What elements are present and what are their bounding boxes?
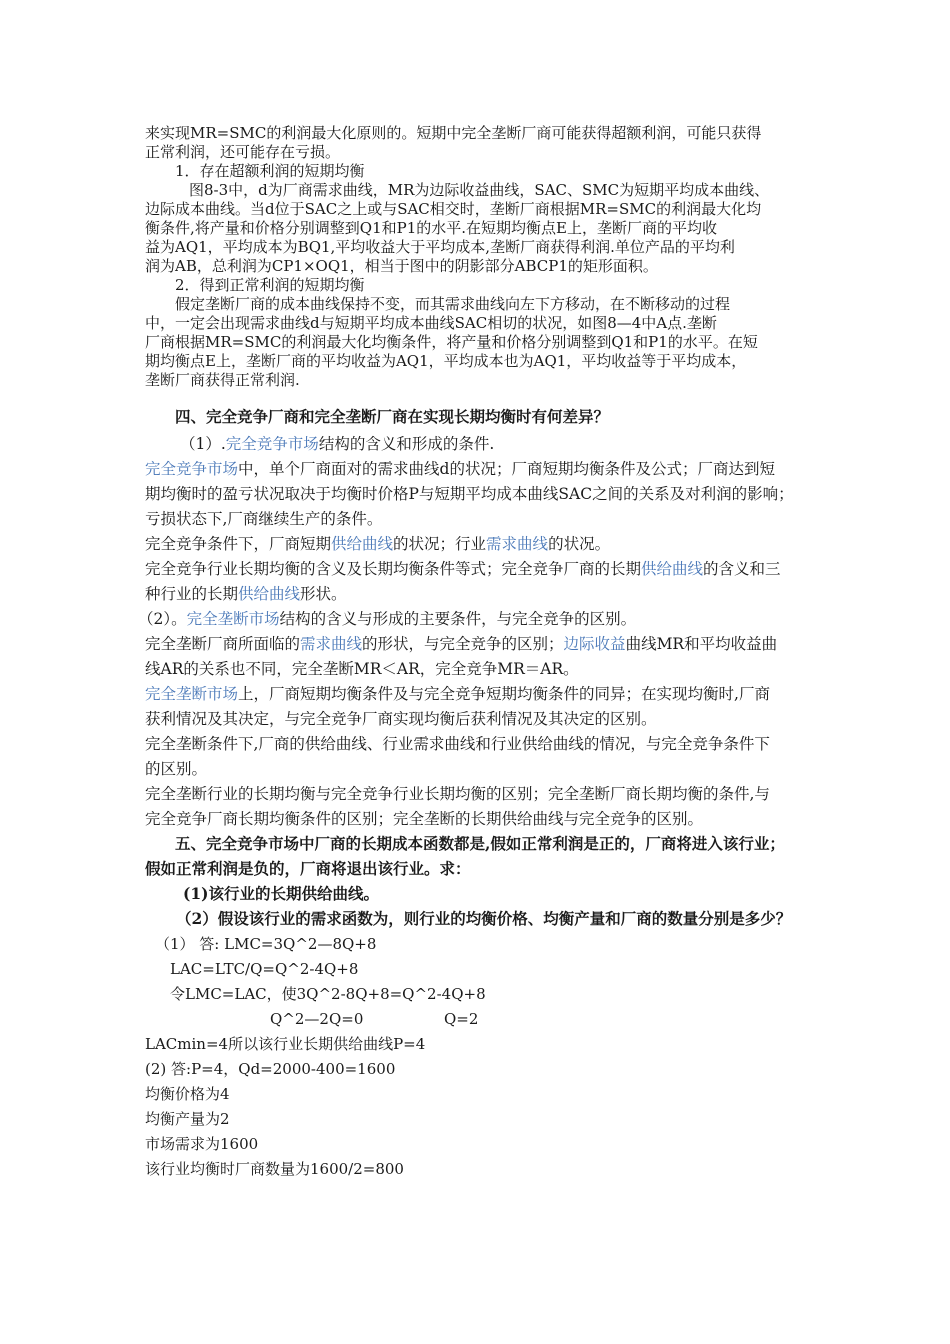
paragraph-line: 正常利润，还可能存在亏损。	[145, 143, 341, 161]
answer-line: Q^2—2Q=0	[270, 1010, 364, 1028]
q4-text: （1）.	[180, 435, 226, 453]
q4-text: 种行业的长期	[145, 585, 239, 603]
q4-line-13: 完全垄断条件下,厂商的供给曲线、行业需求曲线和行业供给曲线的情况，与完全竞争条件下	[145, 735, 770, 753]
q4-text: （2）。	[138, 610, 187, 628]
q4-text: 曲线MR和平均收益曲	[625, 635, 778, 653]
q4-line-8	[138, 610, 636, 628]
q4-line-6	[145, 560, 781, 578]
subheading-line: 1．存在超额利润的短期均衡	[175, 162, 365, 180]
paragraph-line: 假定垄断厂商的成本曲线保持不变，而其需求曲线向左下方移动，在不断移动的过程	[175, 295, 731, 313]
question-5-sub-1: (1)该行业的长期供给曲线。	[183, 884, 379, 903]
q4-text: 的含义和三	[703, 560, 781, 578]
q4-text: 形状。	[300, 585, 347, 603]
q4-line-1	[180, 435, 494, 453]
q4-text: 结构的含义与形成的主要条件，与完全竞争的区别。	[279, 610, 637, 628]
subheading-line: 2．得到正常利润的短期均衡	[175, 276, 365, 294]
q4-text: 的形状，与完全竞争的区别；	[362, 635, 564, 653]
link-perfect-monopoly-market[interactable]: 完全垄断市场	[186, 610, 280, 628]
paragraph-line: 来实现MR=SMC的利润最大化原则的。短期中完全垄断厂商可能获得超额利润，可能只获得	[145, 124, 762, 142]
q4-text: 的状况。	[548, 535, 611, 553]
q4-line-15: 完全垄断行业的长期均衡与完全竞争行业长期均衡的区别；完全垄断厂商长期均衡的条件,与	[145, 785, 770, 803]
link-perfect-competition-market[interactable]: 完全竞争市场	[145, 460, 239, 478]
answer-line: LAC=LTC/Q=Q^2-4Q+8	[170, 960, 359, 978]
q4-line-2	[145, 460, 775, 478]
answer-line: （1） 答: LMC=3Q^2—8Q+8	[155, 935, 377, 953]
paragraph-line: 图8-3中，d为厂商需求曲线，MR为边际收益曲线，SAC、SMC为短期平均成本曲线、	[189, 181, 770, 199]
question-5-heading-1: 五、完全竞争市场中厂商的长期成本函数都是,假如正常利润是正的，厂商将进入该行业；	[175, 834, 785, 853]
paragraph-line: 边际成本曲线。当d位于SAC之上或与SAC相交时，垄断厂商根据MR=SMC的利润最大化均	[145, 200, 762, 218]
q4-text: 完全竞争条件下，厂商短期	[145, 535, 332, 553]
q4-line-16: 完全竞争厂商长期均衡条件的区别；完全垄断的长期供给曲线与完全竞争的区别。	[145, 810, 704, 828]
answer-line: 均衡产量为2	[145, 1110, 230, 1128]
link-marginal-revenue[interactable]: 边际收益	[563, 635, 626, 653]
paragraph-line: 中，一定会出现需求曲线d与短期平均成本曲线SAC相切的状况，如图8—4中A点.垄断	[145, 314, 717, 332]
paragraph-line: 衡条件,将产量和价格分别调整到Q1和P1的水平.在短期均衡点E上，垄断厂商的平均收	[145, 219, 717, 237]
link-demand-curve[interactable]: 需求曲线	[300, 635, 363, 653]
q4-text: 的状况；行业	[393, 535, 487, 553]
q4-line-3: 期均衡时的盈亏状况取决于均衡时价格P与短期平均成本曲线SAC之间的关系及对利润的影响；	[145, 485, 794, 503]
q4-line-12: 获利情况及其决定，与完全竞争厂商实现均衡后获利情况及其决定的区别。	[145, 710, 657, 728]
q4-text: 上，厂商短期均衡条件及与完全竞争短期均衡条件的同异；在实现均衡时,厂商	[238, 685, 770, 703]
q4-line-11	[145, 685, 770, 703]
question-5-sub-2: （2）假设该行业的需求函数为，则行业的均衡价格、均衡产量和厂商的数量分别是多少？	[176, 909, 792, 928]
paragraph-line: 期均衡点E上，垄断厂商的平均收益为AQ1，平均成本也为AQ1，平均收益等于平均成本，	[145, 352, 747, 370]
q4-line-4: 亏损状态下,厂商继续生产的条件。	[145, 510, 383, 528]
link-supply-curve[interactable]: 供给曲线	[641, 560, 704, 578]
question-5-heading-2: 假如正常利润是负的，厂商将退出该行业。求：	[145, 859, 471, 878]
paragraph-line: 益为AQ1，平均成本为BQ1,平均收益大于平均成本,垄断厂商获得利润.单位产品的平均利	[145, 238, 735, 256]
paragraph-line: 厂商根据MR=SMC的利润最大化均衡条件，将产量和价格分别调整到Q1和P1的水平。在短	[145, 333, 758, 351]
answer-line: LACmin=4所以该行业长期供给曲线P=4	[145, 1035, 426, 1053]
link-perfect-competition-market[interactable]: 完全竞争市场	[225, 435, 319, 453]
answer-line: 令LMC=LAC，使3Q^2-8Q+8=Q^2-4Q+8	[170, 985, 486, 1003]
q4-line-5	[145, 535, 610, 553]
paragraph-line: 垄断厂商获得正常利润.	[145, 371, 300, 389]
link-supply-curve[interactable]: 供给曲线	[238, 585, 301, 603]
answer-line: (2) 答:P=4，Qd=2000-400=1600	[145, 1060, 396, 1078]
answer-line: 市场需求为1600	[145, 1135, 259, 1153]
q4-line-10: 线AR的关系也不同，完全垄断MR＜AR，完全竞争MR＝AR。	[145, 660, 579, 678]
q4-line-9	[145, 635, 777, 653]
paragraph-line: 润为AB，总利润为CP1×OQ1，相当于图中的阴影部分ABCP1的矩形面积。	[145, 257, 658, 275]
q4-text: 完全竞争行业长期均衡的含义及长期均衡条件等式；完全竞争厂商的长期	[145, 560, 642, 578]
link-supply-curve[interactable]: 供给曲线	[331, 535, 394, 553]
answer-line: 均衡价格为4	[145, 1085, 230, 1103]
question-4-heading: 四、完全竞争厂商和完全垄断厂商在实现长期均衡时有何差异？	[175, 407, 610, 426]
q4-line-14: 的区别。	[145, 760, 208, 778]
answer-line: Q=2	[444, 1010, 479, 1028]
q4-text: 完全垄断厂商所面临的	[145, 635, 301, 653]
q4-line-7	[145, 585, 347, 603]
answer-line: 该行业均衡时厂商数量为1600/2=800	[145, 1160, 404, 1178]
link-perfect-monopoly-market[interactable]: 完全垄断市场	[145, 685, 239, 703]
link-demand-curve[interactable]: 需求曲线	[486, 535, 549, 553]
q4-text: 中，单个厂商面对的需求曲线d的状况；厂商短期均衡条件及公式；厂商达到短	[238, 460, 775, 478]
q4-text: 结构的含义和形成的条件.	[318, 435, 495, 453]
